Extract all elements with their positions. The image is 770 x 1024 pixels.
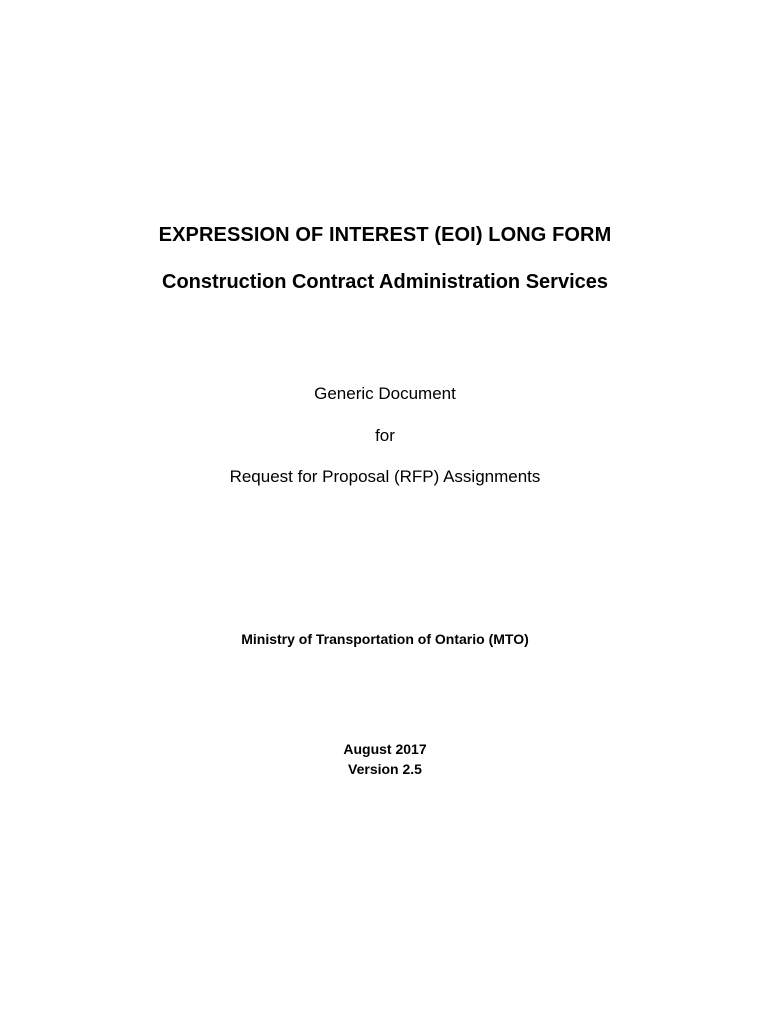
document-version: Version 2.5 — [348, 761, 422, 777]
document-connector: for — [375, 426, 395, 445]
document-purpose: Request for Proposal (RFP) Assignments — [229, 467, 541, 486]
document-subtitle: Construction Contract Administration Services — [162, 271, 608, 293]
document-date: August 2017 — [343, 741, 427, 757]
document-title: EXPRESSION OF INTEREST (EOI) LONG FORM — [158, 224, 612, 246]
organization-name: Ministry of Transportation of Ontario (MTO) — [241, 631, 529, 647]
document-type: Generic Document — [314, 384, 456, 403]
